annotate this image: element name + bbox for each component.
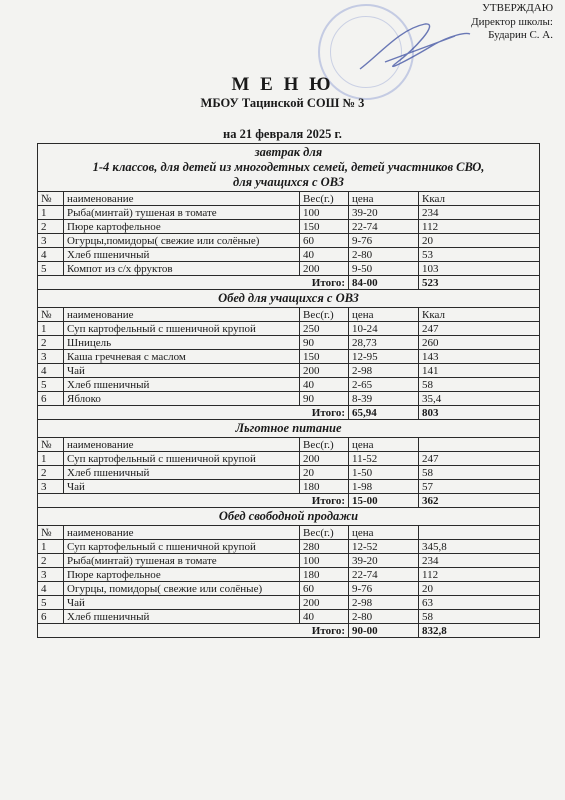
item-name: Шницель xyxy=(64,336,300,350)
total-price: 90-00 xyxy=(349,624,419,638)
total-price: 65,94 xyxy=(349,406,419,420)
total-kcal: 362 xyxy=(419,494,540,508)
col-price-header: цена xyxy=(349,308,419,322)
col-number-header: № xyxy=(38,526,64,540)
item-kcal: 234 xyxy=(419,206,540,220)
total-kcal: 523 xyxy=(419,276,540,290)
col-price-header: цена xyxy=(349,526,419,540)
item-name: Рыба(минтай) тушеная в томате xyxy=(64,554,300,568)
table-row xyxy=(38,466,540,480)
item-number: 6 xyxy=(38,610,64,624)
director-position: Директор школы: xyxy=(471,15,553,28)
item-price: 28,73 xyxy=(349,336,419,350)
col-kcal-header: Ккал xyxy=(419,192,540,206)
item-weight: 40 xyxy=(300,378,349,392)
table-row xyxy=(38,336,540,350)
item-kcal: 53 xyxy=(419,248,540,262)
total-row xyxy=(38,406,540,420)
section-heading: завтрак для 1-4 классов, для детей из многодетных семей, детей участников СВО, для учащихся с ОВЗ xyxy=(38,144,540,192)
item-number: 5 xyxy=(38,378,64,392)
item-number: 3 xyxy=(38,350,64,364)
item-number: 4 xyxy=(38,248,64,262)
item-name: Огурцы,помидоры( свежие или солёные) xyxy=(64,234,300,248)
total-price: 84-00 xyxy=(349,276,419,290)
col-name-header: наименование xyxy=(64,308,300,322)
item-weight: 60 xyxy=(300,234,349,248)
col-weight-header: Вес(г.) xyxy=(300,192,349,206)
item-weight: 180 xyxy=(300,480,349,494)
item-kcal: 58 xyxy=(419,610,540,624)
col-kcal-header xyxy=(419,526,540,540)
item-weight: 200 xyxy=(300,262,349,276)
item-kcal: 20 xyxy=(419,582,540,596)
table-row xyxy=(38,568,540,582)
item-kcal: 57 xyxy=(419,480,540,494)
item-name: Чай xyxy=(64,364,300,378)
item-weight: 250 xyxy=(300,322,349,336)
item-kcal: 20 xyxy=(419,234,540,248)
item-price: 12-52 xyxy=(349,540,419,554)
table-row xyxy=(38,248,540,262)
item-number: 3 xyxy=(38,234,64,248)
total-kcal: 832,8 xyxy=(419,624,540,638)
item-number: 5 xyxy=(38,596,64,610)
item-name: Суп картофельный с пшеничной крупой xyxy=(64,322,300,336)
item-name: Пюре картофельное xyxy=(64,568,300,582)
item-weight: 40 xyxy=(300,248,349,262)
item-name: Хлеб пшеничный xyxy=(64,378,300,392)
item-number: 2 xyxy=(38,220,64,234)
item-kcal: 247 xyxy=(419,322,540,336)
item-number: 3 xyxy=(38,568,64,582)
total-kcal: 803 xyxy=(419,406,540,420)
item-price: 2-65 xyxy=(349,378,419,392)
table-row xyxy=(38,378,540,392)
item-kcal: 112 xyxy=(419,220,540,234)
col-number-header: № xyxy=(38,192,64,206)
col-number-header: № xyxy=(38,438,64,452)
item-kcal: 247 xyxy=(419,452,540,466)
item-weight: 150 xyxy=(300,220,349,234)
item-kcal: 58 xyxy=(419,378,540,392)
table-row xyxy=(38,480,540,494)
item-price: 22-74 xyxy=(349,568,419,582)
table-row xyxy=(38,452,540,466)
column-header-row xyxy=(38,526,540,540)
item-price: 1-98 xyxy=(349,480,419,494)
col-number-header: № xyxy=(38,308,64,322)
item-price: 9-50 xyxy=(349,262,419,276)
approve-label: УТВЕРЖДАЮ xyxy=(482,2,553,14)
item-number: 1 xyxy=(38,540,64,554)
item-name: Хлеб пшеничный xyxy=(64,466,300,480)
table-row xyxy=(38,322,540,336)
item-price: 2-98 xyxy=(349,364,419,378)
item-price: 22-74 xyxy=(349,220,419,234)
menu-date: на 21 февраля 2025 г. xyxy=(223,127,342,141)
section-heading: Обед свободной продажи xyxy=(38,508,540,526)
item-kcal: 345,8 xyxy=(419,540,540,554)
item-number: 6 xyxy=(38,392,64,406)
table-row xyxy=(38,610,540,624)
item-name: Компот из с/х фруктов xyxy=(64,262,300,276)
item-number: 1 xyxy=(38,322,64,336)
section-heading-row xyxy=(38,290,540,308)
total-label: Итого: xyxy=(38,276,349,290)
total-row xyxy=(38,624,540,638)
item-number: 2 xyxy=(38,466,64,480)
column-header-row xyxy=(38,438,540,452)
table-row xyxy=(38,582,540,596)
page-title: М Е Н Ю xyxy=(231,74,334,95)
table-row xyxy=(38,262,540,276)
total-label: Итого: xyxy=(38,624,349,638)
item-kcal: 103 xyxy=(419,262,540,276)
item-weight: 100 xyxy=(300,554,349,568)
item-weight: 90 xyxy=(300,336,349,350)
item-weight: 200 xyxy=(300,452,349,466)
item-number: 1 xyxy=(38,452,64,466)
director-name: Бударин С. А. xyxy=(488,29,553,41)
item-price: 8-39 xyxy=(349,392,419,406)
section-heading: Обед для учащихся с ОВЗ xyxy=(38,290,540,308)
item-price: 2-98 xyxy=(349,596,419,610)
item-weight: 150 xyxy=(300,350,349,364)
item-name: Чай xyxy=(64,480,300,494)
item-name: Хлеб пшеничный xyxy=(64,248,300,262)
col-kcal-header: Ккал xyxy=(419,308,540,322)
item-kcal: 58 xyxy=(419,466,540,480)
table-row xyxy=(38,350,540,364)
item-price: 12-95 xyxy=(349,350,419,364)
item-kcal: 260 xyxy=(419,336,540,350)
section-heading-row xyxy=(38,420,540,438)
item-name: Суп картофельный с пшеничной крупой xyxy=(64,540,300,554)
item-kcal: 141 xyxy=(419,364,540,378)
item-weight: 100 xyxy=(300,206,349,220)
item-name: Суп картофельный с пшеничной крупой xyxy=(64,452,300,466)
column-header-row xyxy=(38,192,540,206)
item-kcal: 35,4 xyxy=(419,392,540,406)
item-name: Яблоко xyxy=(64,392,300,406)
item-name: Пюре картофельное xyxy=(64,220,300,234)
item-price: 2-80 xyxy=(349,248,419,262)
item-weight: 200 xyxy=(300,596,349,610)
item-kcal: 63 xyxy=(419,596,540,610)
item-price: 39-20 xyxy=(349,206,419,220)
menu-table xyxy=(37,143,540,638)
item-number: 4 xyxy=(38,364,64,378)
school-name: МБОУ Тацинской СОШ № 3 xyxy=(200,96,365,110)
item-weight: 180 xyxy=(300,568,349,582)
approval-block xyxy=(471,2,553,43)
item-number: 2 xyxy=(38,554,64,568)
item-weight: 90 xyxy=(300,392,349,406)
item-number: 5 xyxy=(38,262,64,276)
section-heading: Льготное питание xyxy=(38,420,540,438)
table-row xyxy=(38,364,540,378)
item-number: 4 xyxy=(38,582,64,596)
table-row xyxy=(38,554,540,568)
section-heading-row xyxy=(38,144,540,192)
col-weight-header: Вес(г.) xyxy=(300,526,349,540)
item-price: 10-24 xyxy=(349,322,419,336)
item-weight: 60 xyxy=(300,582,349,596)
item-name: Огурцы, помидоры( свежие или солёные) xyxy=(64,582,300,596)
table-row xyxy=(38,220,540,234)
table-row xyxy=(38,234,540,248)
table-row xyxy=(38,540,540,554)
col-price-header: цена xyxy=(349,192,419,206)
col-kcal-header xyxy=(419,438,540,452)
total-row xyxy=(38,276,540,290)
total-price: 15-00 xyxy=(349,494,419,508)
total-label: Итого: xyxy=(38,406,349,420)
item-price: 9-76 xyxy=(349,582,419,596)
item-kcal: 143 xyxy=(419,350,540,364)
table-row xyxy=(38,206,540,220)
total-label: Итого: xyxy=(38,494,349,508)
col-price-header: цена xyxy=(349,438,419,452)
col-weight-header: Вес(г.) xyxy=(300,438,349,452)
item-number: 1 xyxy=(38,206,64,220)
item-price: 9-76 xyxy=(349,234,419,248)
item-name: Чай xyxy=(64,596,300,610)
item-kcal: 112 xyxy=(419,568,540,582)
item-price: 39-20 xyxy=(349,554,419,568)
item-weight: 200 xyxy=(300,364,349,378)
item-number: 2 xyxy=(38,336,64,350)
col-name-header: наименование xyxy=(64,438,300,452)
item-price: 2-80 xyxy=(349,610,419,624)
menu-table-container xyxy=(37,143,540,638)
column-header-row xyxy=(38,308,540,322)
total-row xyxy=(38,494,540,508)
item-name: Рыба(минтай) тушеная в томате xyxy=(64,206,300,220)
item-price: 11-52 xyxy=(349,452,419,466)
section-heading-row xyxy=(38,508,540,526)
item-weight: 20 xyxy=(300,466,349,480)
item-kcal: 234 xyxy=(419,554,540,568)
item-name: Каша гречневая с маслом xyxy=(64,350,300,364)
item-price: 1-50 xyxy=(349,466,419,480)
table-row xyxy=(38,392,540,406)
item-number: 3 xyxy=(38,480,64,494)
col-name-header: наименование xyxy=(64,526,300,540)
col-name-header: наименование xyxy=(64,192,300,206)
item-name: Хлеб пшеничный xyxy=(64,610,300,624)
col-weight-header: Вес(г.) xyxy=(300,308,349,322)
item-weight: 40 xyxy=(300,610,349,624)
item-weight: 280 xyxy=(300,540,349,554)
table-row xyxy=(38,596,540,610)
